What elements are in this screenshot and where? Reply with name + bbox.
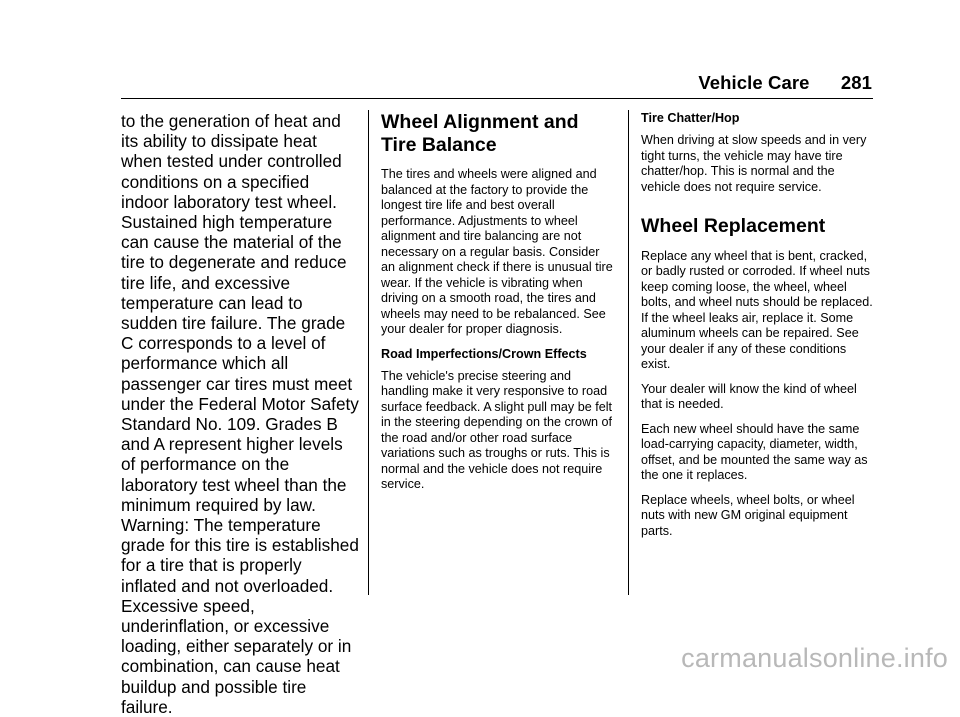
- column-divider-2: [628, 110, 629, 595]
- wheel-alignment-paragraph: The tires and wheels were aligned and balanced at the factory to provide the longest tire life and best overall performance. Adjustments to wheel alignment and tire balancing are not necessary on a regular basis. Consider an alignment check if there is unusual tire wear. If the vehicle is vibrating when driving on a smooth road, the tires and wheels may need to be rebalanced. See your dealer for proper diagnosis.: [381, 167, 613, 336]
- header-rule: [121, 98, 873, 99]
- watermark: carmanualsonline.info: [681, 643, 948, 673]
- road-imperfections-paragraph: The vehicle's precise steering and handling make it very responsive to road surface feedback. A slight pull may be felt in the steering depending on the crown of the road and/or other road surface variations such as troughs or ruts. This is normal and the vehicle does not require service.: [381, 368, 613, 491]
- wheel-replacement-paragraph-2: Your dealer will know the kind of wheel that is needed.: [641, 381, 857, 411]
- column-divider-1: [368, 110, 369, 595]
- wheel-replacement-paragraph-1: Replace any wheel that is bent, cracked, or badly rusted or corroded. If wheel nuts keep coming loose, the wheel, wheel bolts, and wheel nuts should be replaced. If the wheel leaks air, replace it. Some aluminum wheels can be repaired. See your dealer if any of these conditions exist.: [641, 248, 873, 371]
- column-3: [641, 111, 877, 548]
- column-1: [121, 111, 361, 717]
- page-header: [698, 72, 872, 94]
- tire-temperature-paragraph: to the generation of heat and its ability to dissipate heat when tested under controlled conditions on a specified indoor laboratory test wheel. Sustained high temperature can cause the material of the tire to degenerate and reduce tire life, and excessive temperature can lead to sudden tire failure. The grade C corresponds to a level of performance which all passenger car tires must meet under the Federal Motor Safety Standard No. 109. Grades B and A represent higher levels of performance on the laboratory test wheel than the minimum required by law. Warning: The temperature grade for this tire is established for a tire that is properly inflated and not overloaded. Excessive speed, underinflation, or excessive loading, either separately or in combination, can cause heat buildup and possible tire failure.: [121, 111, 359, 717]
- wheel-replacement-paragraph-4: Replace wheels, wheel bolts, or wheel nuts with new GM original equipment parts.: [641, 492, 855, 538]
- road-imperfections-subheading: Road Imperfections/Crown Effects: [381, 346, 587, 361]
- tire-chatter-paragraph: When driving at slow speeds and in very tight turns, the vehicle may have tire chatter/hop. This is normal and the vehicle does not require service.: [641, 133, 867, 194]
- section-title: Vehicle Care: [698, 72, 810, 93]
- column-2: [381, 111, 616, 502]
- tire-chatter-subheading: Tire Chatter/Hop: [641, 111, 740, 125]
- wheel-replacement-paragraph-3: Each new wheel should have the same load-carrying capacity, diameter, width, offset, and be mounted the same way as the one it replaces.: [641, 421, 868, 482]
- page-number: 281: [840, 72, 872, 93]
- wheel-replacement-heading: Wheel Replacement: [641, 215, 826, 237]
- wheel-alignment-heading: Wheel Alignment and Tire Balance: [381, 111, 579, 156]
